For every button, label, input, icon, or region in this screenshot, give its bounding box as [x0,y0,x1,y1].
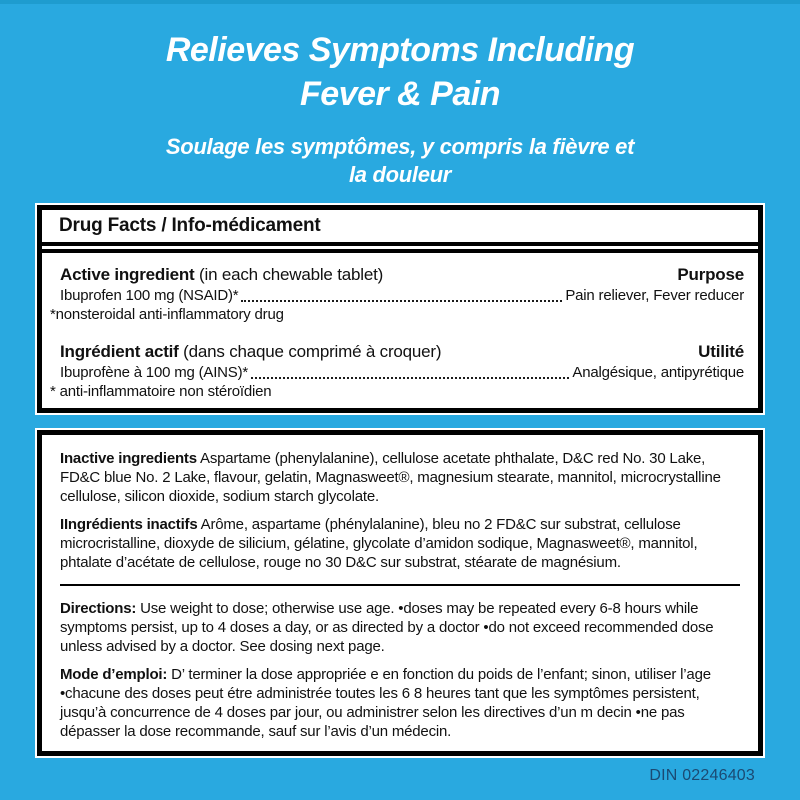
drug-facts-box [37,205,763,413]
directions-en: Directions: Use weight to dose; otherwise use age. •doses may be repeated every 6-8 hours while symptoms persist, up to 4 doses a day, or as directed by a doctor •do not exceed recommended dose unless advised by a doctor. See dosing next page. [60,600,714,655]
subheadline-line2: la douleur [348,162,452,187]
subheadline-line1: Soulage les symptômes, y compris la fièvre et [165,134,635,159]
footnote-fr: * anti-inflammatoire non stéroïdien [50,383,272,400]
info-box [37,430,763,756]
inactive-ingredients-en: Inactive ingredients Aspartame (phenylalanine), cellulose acetate phthalate, D&C red No. 30 Lake, FD&C blue No. 2 Lake, flavour, gelatin, Magnasweet®, magnesium stearate, mannitol, microcrystalline cellulose, silicon dioxide, sodium starch glycolate. [60,450,721,505]
active-ingredient-label-en: Active ingredient (in each chewable tablet) [60,265,384,284]
label-header [0,28,800,189]
active-ingredient-heading-en [60,264,744,285]
headline-english [0,28,800,116]
ingredient-row-fr [60,363,744,382]
ingredient-name-fr: Ibuprofène à 100 mg (AINS)* [60,364,249,381]
drug-facts-content [42,249,758,401]
section-divider [60,584,740,586]
headline-line2: Fever & Pain [300,75,500,113]
ingredient-name-en: Ibuprofen 100 mg (NSAID)* [60,287,239,304]
purpose-value-en: Pain reliever, Fever reducer [565,287,744,304]
active-ingredient-heading-fr [60,341,744,362]
section-spacer [60,324,744,341]
inactive-ingredients-fr: IIngrédients inactifs Arôme, aspartame (phénylalanine), bleu no 2 FD&C sur substrat, cellulose microcristalline, dioxyde de silicium, gélatine, glycolate d’amidon sodique, Magnasweet®, mannitol, phtalate d’acétate de cellulose, rouge no 30 D&C sur substrat, stéarate de magnésium. [60,516,698,571]
ingredient-row-en [60,286,744,305]
info-box-content [42,435,758,741]
dotted-leader [251,377,569,379]
purpose-value-fr: Analgésique, antipyrétique [572,364,744,381]
purpose-label-fr: Utilité [698,342,744,361]
purpose-label-en: Purpose [677,265,744,284]
din-number: DIN 02246403 [649,767,755,784]
active-ingredient-label-fr: Ingrédient actif (dans chaque comprimé à croquer) [60,342,442,361]
directions-fr: Mode d’emploi: D’ terminer la dose appropriée e en fonction du poids de l’enfant; sinon, utiliser l’age •chacune des doses peut étre administrée toutes les 6 8 heures tant que les symptômes persistent, jusqu’à concurrence de 4 doses par jour, ou administrer selon les directives d’un m decin •ne pas dépasser la dose recommande, sauf sur l’avis d’un médecin. [60,666,711,740]
dotted-leader [241,300,562,302]
headline-french [0,133,800,189]
drug-facts-title: Drug Facts / Info-médicament [42,210,758,246]
top-edge-strip [0,0,800,4]
footnote-en: *nonsteroidal anti-inflammatory drug [50,306,284,323]
headline-line1: Relieves Symptoms Including [165,31,635,69]
